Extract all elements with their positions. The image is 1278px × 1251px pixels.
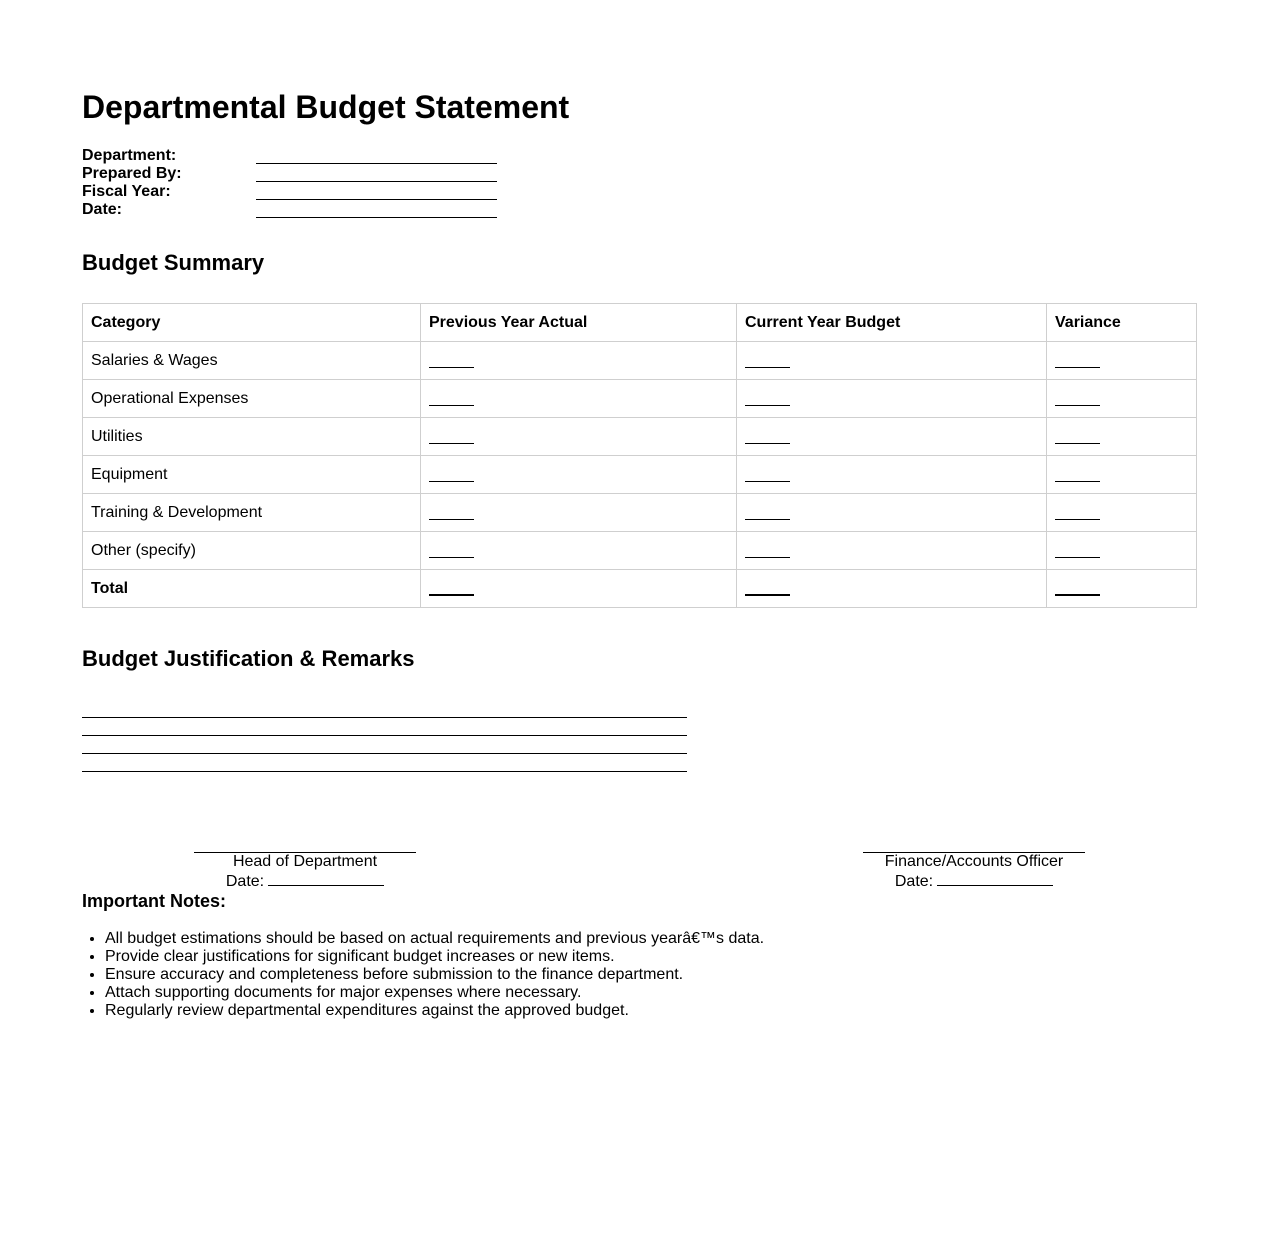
remarks-heading: Budget Justification & Remarks xyxy=(82,646,415,671)
blank-line xyxy=(429,594,474,596)
department-label: Department: xyxy=(82,147,177,164)
blank-line xyxy=(1055,405,1100,406)
blank-line xyxy=(1055,557,1100,558)
important-notes-title: Important Notes: xyxy=(82,891,226,911)
column-header: Category xyxy=(83,304,421,342)
variance-cell[interactable] xyxy=(1047,418,1197,456)
variance-cell[interactable] xyxy=(1047,342,1197,380)
category-cell: Training & Development xyxy=(83,494,421,532)
date-label: Date: xyxy=(82,201,123,218)
prepared-by-field[interactable] xyxy=(256,181,497,182)
remark-line xyxy=(82,718,687,736)
signature-line[interactable] xyxy=(194,838,416,853)
previous-year-cell[interactable] xyxy=(421,380,737,418)
signature-date-field[interactable] xyxy=(937,871,1053,886)
list-item: • All budget estimations should be based on actual requirements and previous yearâ€™s data. xyxy=(105,930,764,948)
category-cell: Salaries & Wages xyxy=(83,342,421,380)
date-field[interactable] xyxy=(256,217,497,218)
current-year-cell[interactable] xyxy=(737,494,1047,532)
blank-line xyxy=(745,481,790,482)
blank-line xyxy=(745,443,790,444)
total-row xyxy=(83,570,1197,608)
blank-line xyxy=(1055,481,1100,482)
current-year-cell[interactable] xyxy=(737,418,1047,456)
signature-date-field[interactable] xyxy=(268,871,384,886)
signature-date-row xyxy=(844,871,1104,891)
current-year-cell[interactable] xyxy=(737,456,1047,494)
variance-cell[interactable] xyxy=(1047,456,1197,494)
table-row xyxy=(83,380,1197,418)
fiscal-year-label: Fiscal Year: xyxy=(82,183,171,200)
signature-date-label: Date: xyxy=(225,873,265,890)
current-year-cell[interactable] xyxy=(737,532,1047,570)
prepared-by-label: Prepared By: xyxy=(82,165,182,182)
column-header: Variance xyxy=(1047,304,1197,342)
column-header: Previous Year Actual xyxy=(421,304,737,342)
variance-total-cell[interactable] xyxy=(1047,570,1197,608)
blank-line xyxy=(1055,367,1100,368)
signature-date-label: Date: xyxy=(894,873,934,890)
important-notes-list xyxy=(82,930,764,1020)
remarks-field[interactable] xyxy=(82,700,687,772)
previous-year-total-cell[interactable] xyxy=(421,570,737,608)
fiscal-year-field[interactable] xyxy=(256,199,497,200)
variance-cell[interactable] xyxy=(1047,380,1197,418)
list-item: • Provide clear justifications for significant budget increases or new items. xyxy=(105,948,764,966)
blank-line xyxy=(429,519,474,520)
table-header-row xyxy=(83,304,1197,342)
blank-line xyxy=(1055,443,1100,444)
category-cell: Utilities xyxy=(83,418,421,456)
table-row xyxy=(83,532,1197,570)
blank-line xyxy=(745,519,790,520)
page-title: Departmental Budget Statement xyxy=(82,89,570,125)
category-cell: Operational Expenses xyxy=(83,380,421,418)
table-row xyxy=(83,418,1197,456)
department-field[interactable] xyxy=(256,163,497,164)
previous-year-cell[interactable] xyxy=(421,418,737,456)
current-year-total-cell[interactable] xyxy=(737,570,1047,608)
current-year-cell[interactable] xyxy=(737,342,1047,380)
column-header: Current Year Budget xyxy=(737,304,1047,342)
budget-summary-table xyxy=(82,303,1197,608)
blank-line xyxy=(1055,594,1100,596)
blank-line xyxy=(745,557,790,558)
finance-officer-signature xyxy=(844,838,1104,891)
signature-title: Head of Department xyxy=(232,853,378,870)
blank-line xyxy=(429,405,474,406)
category-cell: Other (specify) xyxy=(83,532,421,570)
previous-year-cell[interactable] xyxy=(421,494,737,532)
remark-line xyxy=(82,754,687,772)
blank-line xyxy=(745,405,790,406)
signature-date-row xyxy=(175,871,435,891)
list-item: • Regularly review departmental expenditures against the approved budget. xyxy=(105,1002,764,1020)
blank-line xyxy=(429,557,474,558)
table-row xyxy=(83,456,1197,494)
table-row xyxy=(83,342,1197,380)
signature-title: Finance/Accounts Officer xyxy=(884,853,1064,870)
list-item: • Ensure accuracy and completeness before submission to the finance department. xyxy=(105,966,764,984)
variance-cell[interactable] xyxy=(1047,532,1197,570)
previous-year-cell[interactable] xyxy=(421,532,737,570)
blank-line xyxy=(745,594,790,596)
blank-line xyxy=(429,481,474,482)
current-year-cell[interactable] xyxy=(737,380,1047,418)
table-row xyxy=(83,494,1197,532)
previous-year-cell[interactable] xyxy=(421,342,737,380)
category-cell: Equipment xyxy=(83,456,421,494)
blank-line xyxy=(1055,519,1100,520)
previous-year-cell[interactable] xyxy=(421,456,737,494)
budget-summary-heading: Budget Summary xyxy=(82,250,265,275)
blank-line xyxy=(745,367,790,368)
list-item: • Attach supporting documents for major expenses where necessary. xyxy=(105,984,764,1002)
blank-line xyxy=(429,443,474,444)
signature-line[interactable] xyxy=(863,838,1085,853)
variance-cell[interactable] xyxy=(1047,494,1197,532)
blank-line xyxy=(429,367,474,368)
total-label: Total xyxy=(83,570,421,608)
head-of-department-signature xyxy=(175,838,435,891)
remark-line xyxy=(82,700,687,718)
remark-line xyxy=(82,736,687,754)
